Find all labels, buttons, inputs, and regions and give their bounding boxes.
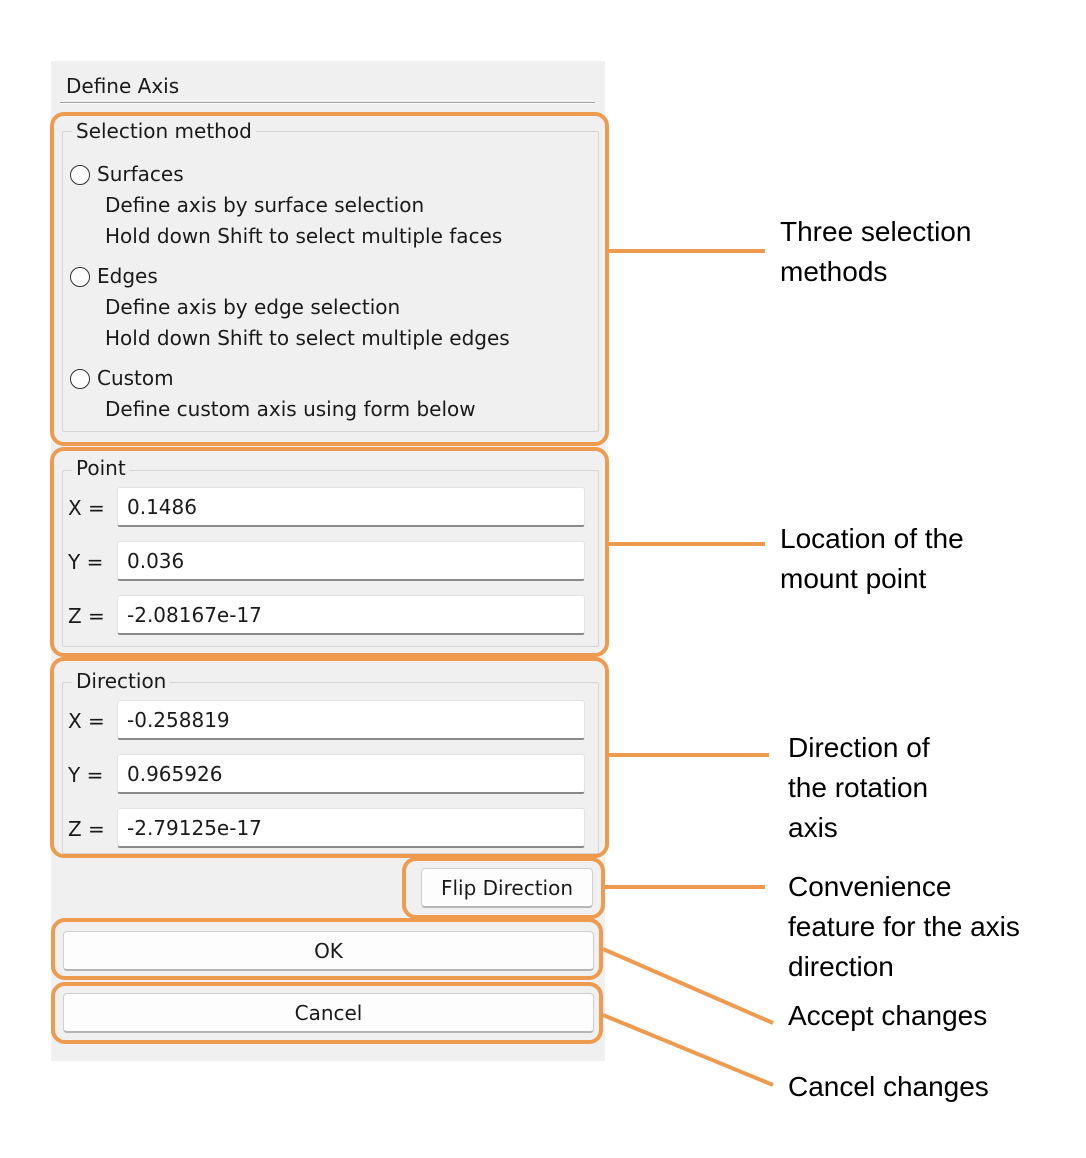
annotation-flip-line-1: Convenience <box>788 871 952 902</box>
direction-x-input[interactable]: -0.258819 <box>117 700 585 740</box>
radio-edges-label[interactable]: Edges <box>97 264 158 288</box>
selection-method-title: Selection method <box>72 120 256 142</box>
point-title: Point <box>72 457 130 479</box>
annotation-direction-line-3: axis <box>788 812 838 843</box>
annotation-point-line-1: Location of the <box>780 523 964 554</box>
annotation-flip-line-3: direction <box>788 951 894 982</box>
annotation-flip-line-2: feature for the axis <box>788 911 1020 942</box>
annotation-flip <box>788 867 1020 987</box>
direction-title: Direction <box>72 670 170 692</box>
annotation-ok: Accept changes <box>788 1000 988 1031</box>
direction-z-label: Z = <box>68 817 105 841</box>
edges-description-2: Hold down Shift to select multiple edges <box>105 326 510 350</box>
direction-x-label: X = <box>68 709 105 733</box>
annotation-cancel: Cancel changes <box>788 1071 989 1102</box>
annotation-point-line-2: mount point <box>780 563 927 594</box>
radio-custom-label[interactable]: Custom <box>97 366 174 390</box>
direction-z-input[interactable]: -2.79125e-17 <box>117 808 585 848</box>
leader-ok <box>603 949 773 1023</box>
leader-cancel <box>603 1015 773 1085</box>
annotation-direction-line-2: the rotation <box>788 772 929 803</box>
surfaces-description-2: Hold down Shift to select multiple faces <box>105 224 503 248</box>
point-x-input[interactable]: 0.1486 <box>117 487 585 527</box>
point-x-label: X = <box>68 496 105 520</box>
point-z-label: Z = <box>68 604 105 628</box>
custom-description-1: Define custom axis using form below <box>105 397 476 421</box>
direction-y-input[interactable]: 0.965926 <box>117 754 585 794</box>
cancel-button[interactable]: Cancel <box>63 993 594 1033</box>
annotation-direction-line-1: Direction of <box>788 732 930 763</box>
annotation-point <box>780 519 964 599</box>
annotation-selection-methods <box>780 212 971 292</box>
surfaces-description-1: Define axis by surface selection <box>105 193 425 217</box>
ok-button[interactable]: OK <box>63 931 594 971</box>
direction-y-label: Y = <box>68 763 104 787</box>
annotation-selection-line-1: Three selection <box>780 216 972 247</box>
radio-surfaces-label[interactable]: Surfaces <box>97 162 184 186</box>
point-y-label: Y = <box>68 550 104 574</box>
edges-description-1: Define axis by edge selection <box>105 295 401 319</box>
point-y-input[interactable]: 0.036 <box>117 541 585 581</box>
point-z-input[interactable]: -2.08167e-17 <box>117 595 585 635</box>
annotation-direction <box>788 728 930 848</box>
panel-title: Define Axis <box>66 74 180 98</box>
flip-direction-button[interactable]: Flip Direction <box>421 868 593 908</box>
annotation-selection-line-2: methods <box>780 256 888 287</box>
